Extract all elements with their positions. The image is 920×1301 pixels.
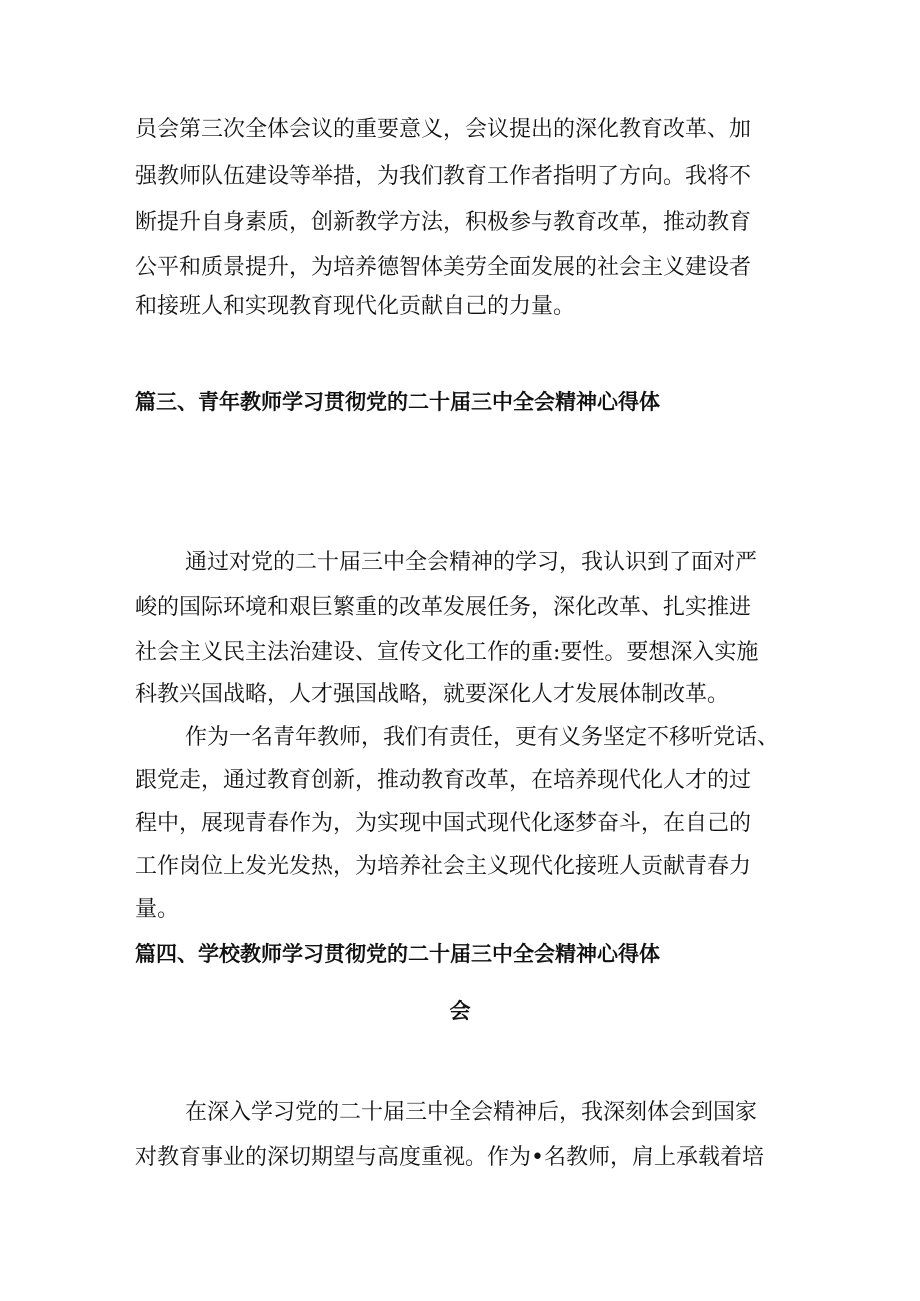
paragraph-line: 公平和质景提升，为培养德智体美劳全面发展的社会主义建设者 <box>135 255 752 280</box>
paragraph-line: 员会第三次全体会议的重要意义，会议提出的深化教育改革、加 <box>135 117 752 142</box>
section-heading-4-continued: 会 <box>449 999 471 1023</box>
section-heading-3: 篇三、青年教师学习贯彻党的二十届三中全会精神心得体 <box>135 390 660 414</box>
paragraph-line: 程中，展现青春作为，为实现中国式现代化逐梦奋斗，在自己的 <box>135 811 752 836</box>
paragraph-line: 社会主义民主法治建设、宣传文化工作的重:要性。要想深入实施 <box>135 640 759 665</box>
paragraph-line: 跟党走，通过教育创新，推动教育改革，在培养现代化人才的过 <box>135 768 752 793</box>
paragraph-line: 作为一名青年教师，我们有责任，更有义务坚定不移听党话、 <box>185 725 780 750</box>
paragraph-line: 和接班人和实现教育现代化贡献自己的力量。 <box>135 294 576 319</box>
paragraph-line: 强教师队伍建设等举措，为我们教育工作者指明了方向。我将不 <box>135 164 752 189</box>
paragraph-line: 对教育事业的深切期望与高度重视。作为•名教师，肩上承载着培 <box>135 1145 764 1170</box>
paragraph-line: 断提升自身素质，创新教学方法，积极参与教育改革，推动教育 <box>135 210 752 235</box>
paragraph-line: 通过对党的二十届三中全会精神的学习，我认识到了面对严 <box>185 550 758 575</box>
paragraph-line: 在深入学习党的二十届三中全会精神后，我深刻体会到国家 <box>185 1100 758 1125</box>
paragraph-line: 量。 <box>135 897 180 922</box>
section-heading-4: 篇四、学校教师学习贯彻党的二十届三中全会精神心得体 <box>135 942 660 966</box>
paragraph-line: 工作岗位上发光发热，为培养社会主义现代化接班人贡献青春力 <box>135 854 752 879</box>
paragraph-line: 科教兴国战略，人才强国战略，就要深化人才发展体制改革。 <box>135 682 730 707</box>
paragraph-line: 峻的国际环境和艰巨繁重的改革发展任务，深化改革、扎实推进 <box>135 595 752 620</box>
